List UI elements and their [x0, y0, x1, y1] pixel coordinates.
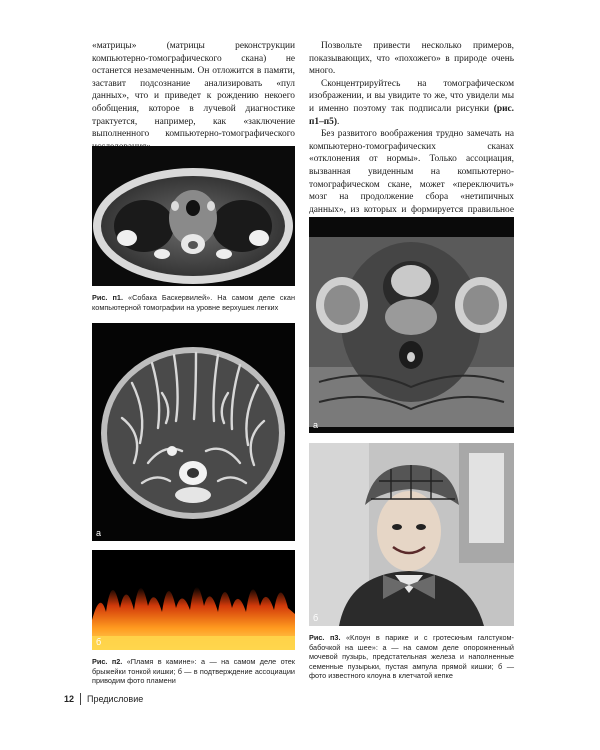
figure-1-caption-label: Рис. п1. [92, 293, 123, 302]
figure-2-caption-text: «Пламя в камине»: а — на самом деле отек брыжейки тонкой кишки; б — в подтверждение ассоциации приводим фото пламени [92, 657, 295, 686]
section-title: Предисловие [87, 694, 144, 704]
page-number: 12 [64, 694, 75, 704]
figure-3a-mri-scan [309, 217, 514, 433]
footer-divider [80, 693, 81, 705]
paragraph-3: Без развитого воображения трудно замечать на компьютерно-томографических сканах «отклонения от нормы». Только ассоциация, вызванная увиденным на компьютерно-томографическом скане, может «переключить» мозг на продолжение сбора «нетипичных данных», из которых и формируется правильное [309, 129, 514, 215]
clown-photo-image [309, 443, 514, 626]
page-footer [64, 693, 143, 705]
figure-2-panel-a-label: а [96, 528, 102, 538]
figure-reference: (рис. п1–п5) [309, 103, 514, 127]
figure-3-caption-label: Рис. п3. [309, 633, 341, 642]
figure-2-caption-label: Рис. п2. [92, 657, 123, 666]
figure-3-panel-a-label: а [313, 420, 319, 430]
figure-3-panel-b-label: б [313, 613, 319, 623]
left-column-text [92, 40, 295, 153]
figure-3b-clown-photo [309, 443, 514, 626]
figure-2-caption [92, 657, 295, 686]
intro-paragraph: «матрицы» (матрицы реконструкции компьютерно-томографического скана) не останется незамеченным. Он отложится в памяти, заставит подсознание анализировать «пул данных», что и приведет к рождению некоего обобщения, которое в лучевой диагностике трактуется, например, как «заключение выполненного компьютерно-томографического [92, 41, 295, 140]
figure-1-caption [92, 293, 295, 312]
figure-2-panel-b-label: б [96, 637, 102, 647]
mri-pelvis-image [309, 217, 514, 433]
ct-mesentery-image [92, 323, 295, 541]
figure-1-ct-scan [92, 146, 295, 286]
paragraph-2-text: Сконцентрируйтесь на томографическом изображении, и вы увидите то же, что увидели мы и именно поэтому так подписали рисунки [309, 78, 514, 114]
paragraph-2 [309, 78, 514, 128]
figure-3-caption-text: «Клоун в парике и с гротескным галстуком-бабочкой на шее»: а — на самом деле опорожненный мочевой пузырь, предстательная железа и наполненные семенные пузырьки, пустая ампула прямой кишки; б — фото известного клоуна в клетчатой кепке [309, 633, 514, 681]
flame-image [92, 550, 295, 650]
ct-lung-apex-image [92, 146, 295, 286]
paragraph-1: Позвольте привести несколько примеров, показывающих, что «похожего» в природе очень много. [309, 41, 514, 77]
paragraph-2-end: . [337, 116, 340, 127]
figure-2b-flame-photo [92, 550, 295, 650]
figure-3-caption [309, 633, 514, 681]
figure-1-caption-text: «Собака Баскервилей». На самом деле скан компьютерной томографии на уровне верхушек легких [92, 293, 296, 312]
figure-2a-ct-scan [92, 323, 295, 541]
